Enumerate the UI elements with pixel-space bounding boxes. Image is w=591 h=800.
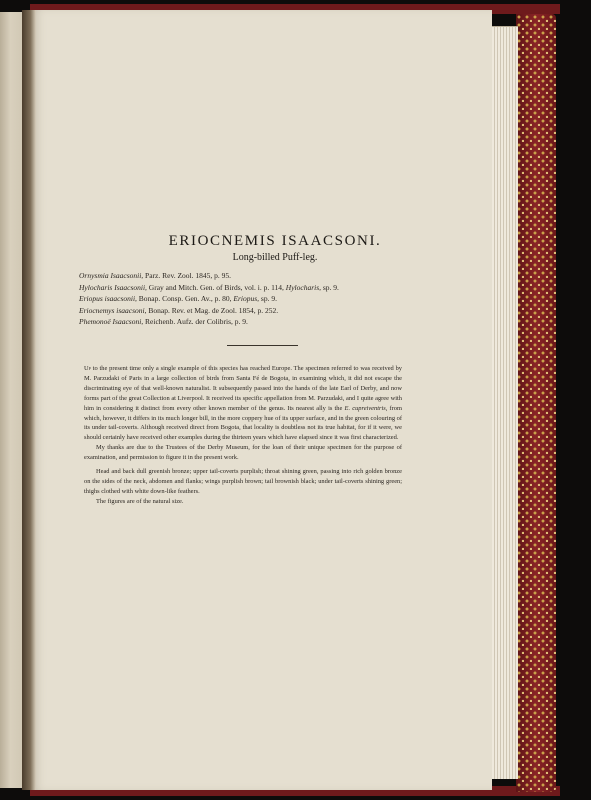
synonym-entry	[79, 305, 479, 317]
synonym-entry	[79, 293, 479, 305]
paragraph-text: to the present time only a single example of this species has reached Europe. The specimen referred to was received by M. Parzudaki of Paris in a large collection of birds from Santa Fé de Bogota, in examining which, it did not escape the discriminating eye of that well-known naturalist. It subsequently passed into the hands of the late Earl of Derby, and now forms part of the great Collection at Liverpool. It received its specific appellation from M. Parzudaki, and I quite agree with him in considering it distinct from every other known member of the genus. Its nearest ally is the	[84, 365, 402, 412]
paragraph-text-end: from which, however, it differs in its much longer bill, in the more coppery hue of its upper surface, and in the green colouring of its under tail-coverts. Although received direct from Bogota, that locality is doubtless not its true habitat, for if it were, we should certainly have received other examples during the thirteen years which have elapsed since it was first characterized.	[84, 404, 402, 442]
synonym-name: Eriopus isaacsonii,	[79, 294, 137, 304]
synonymy-list	[79, 270, 479, 328]
species-reference: E. cupreiventris,	[344, 404, 388, 412]
synonym-species-number: sp. 9.	[260, 294, 277, 304]
paragraph-lead: Up	[84, 365, 91, 372]
synonym-reference: Gray and Mitch. Gen. of Birds, vol. i. p. 114,	[148, 282, 284, 292]
synonym-genus: Eriopus,	[233, 294, 260, 304]
paragraph-acknowledgement: My thanks are due to the Trustees of the Derby Museum, for the loan of their unique specimen for the purpose of examination, and permission to figure it in the present work.	[84, 444, 402, 462]
synonym-name: Ornysmia Isaacsonii,	[79, 271, 144, 280]
synonym-name: Phemonoë Isaacsoni,	[79, 317, 144, 327]
synonym-name: Hylocharis Isaacsonii,	[79, 282, 147, 292]
synonym-entry	[79, 316, 479, 328]
synonym-species-number: sp. 9.	[322, 282, 339, 292]
marbled-cover-edge	[516, 14, 556, 792]
synonym-genus: Hylocharis,	[285, 282, 322, 292]
synonym-entry	[79, 270, 479, 282]
common-name: Long-billed Puff-leg.	[232, 252, 318, 263]
synonym-name: Eriocnemys isaacsoni,	[79, 305, 147, 315]
species-title: ERIOCNEMIS ISAACSONI.	[168, 233, 382, 249]
paragraph-description: Head and back dull greenish bronze; upper tail-coverts purplish; throat shining green, passing into rich golden bronze on the sides of the neck, abdomen and flanks; wings purplish brown; tail brownish black; under tail-coverts shining green; thighs clothed with white down-like feathers.	[84, 468, 402, 495]
book-gutter	[22, 10, 36, 790]
synonym-reference: Bonap. Rev. et Mag. de Zool. 1854, p. 252.	[148, 305, 279, 315]
synonym-entry	[79, 282, 479, 294]
synonym-reference: Reichenb. Aufz. der Colibris, p. 9.	[145, 317, 248, 327]
description-text	[84, 364, 402, 507]
paragraph-figures-note: The figures are of the natural size.	[96, 497, 184, 505]
synonym-reference: Parz. Rev. Zool. 1845, p. 95.	[145, 271, 232, 280]
paragraph-history	[84, 364, 402, 443]
synonym-reference: Bonap. Consp. Gen. Av., p. 80,	[138, 294, 232, 304]
section-divider	[227, 345, 298, 346]
